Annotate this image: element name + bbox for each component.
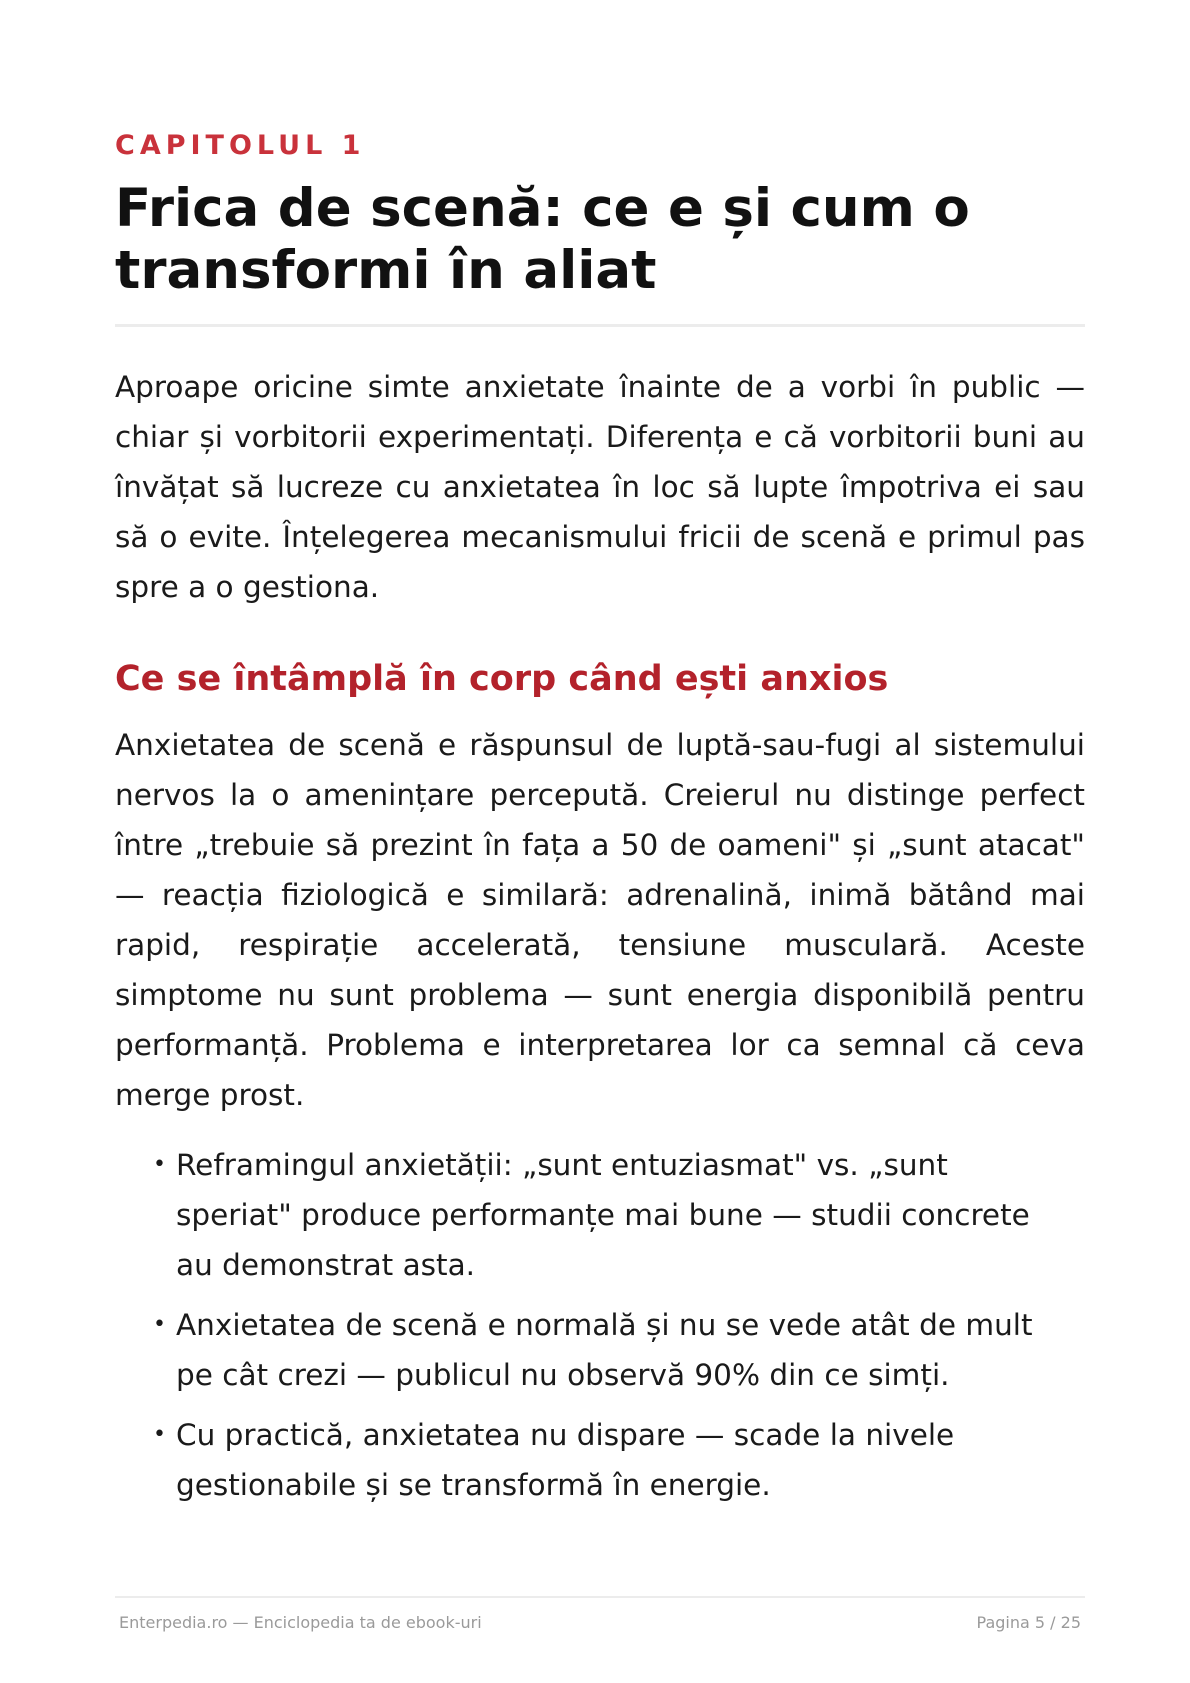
bullet-icon: • [153,1312,166,1337]
ebook-page [115,0,1085,1683]
bullet-item [153,1410,1053,1510]
bullet-icon: • [153,1422,166,1447]
page-number: Pagina 5 / 25 [976,1613,1081,1632]
section-heading: Ce se întâmplă în corp când ești anxios [115,659,889,699]
section-paragraph: Anxietatea de scenă e răspunsul de luptă-sau-fugi al sistemului nervos la o amenințare percepută. Creierul nu distinge perfect între „trebuie să prezint în fața a 50 de oameni" și „sunt atacat" — reacția fiziologică e similară: adrenalină, inimă bătând mai rapid, respirație accelerată, tensiune musculară. Aceste simptome nu sunt problema — sunt energia disponibilă pentru performanță. Problema e interpretarea lor ca semnal că ceva merge prost. [115,728,1085,1112]
chapter-label: CAPITOLUL 1 [115,130,366,161]
title-divider [115,324,1085,327]
bullet-icon: • [153,1152,166,1177]
bullet-item [153,1300,1053,1400]
bullet-list [153,1140,1053,1520]
intro-paragraph: Aproape oricine simte anxietate înainte de a vorbi în public — chiar și vorbitorii experimentați. Diferența e că vorbitorii buni au învățat să lucreze cu anxietatea în loc să lupte împotriva ei sau să o evite. Înțelegerea mecanismului fricii de scenă e primul pas spre a o gestiona. [115,370,1085,604]
bullet-item [153,1140,1053,1290]
bullet-text: Cu practică, anxietatea nu dispare — scade la nivele gestionabile și se transformă în energie. [176,1418,955,1502]
chapter-title: Frica de scenă: ce e și cum o transformi în aliat [115,178,970,301]
footer-divider [115,1596,1085,1598]
bullet-text: Reframingul anxietății: „sunt entuziasmat" vs. „sunt speriat" produce performanțe mai bune — studii concrete au demonstrat asta. [176,1148,1030,1282]
bullet-text: Anxietatea de scenă e normală și nu se vede atât de mult pe cât crezi — publicul nu observă 90% din ce simți. [176,1308,1033,1392]
footer-site-name: Enterpedia.ro — Enciclopedia ta de ebook-uri [119,1613,482,1632]
